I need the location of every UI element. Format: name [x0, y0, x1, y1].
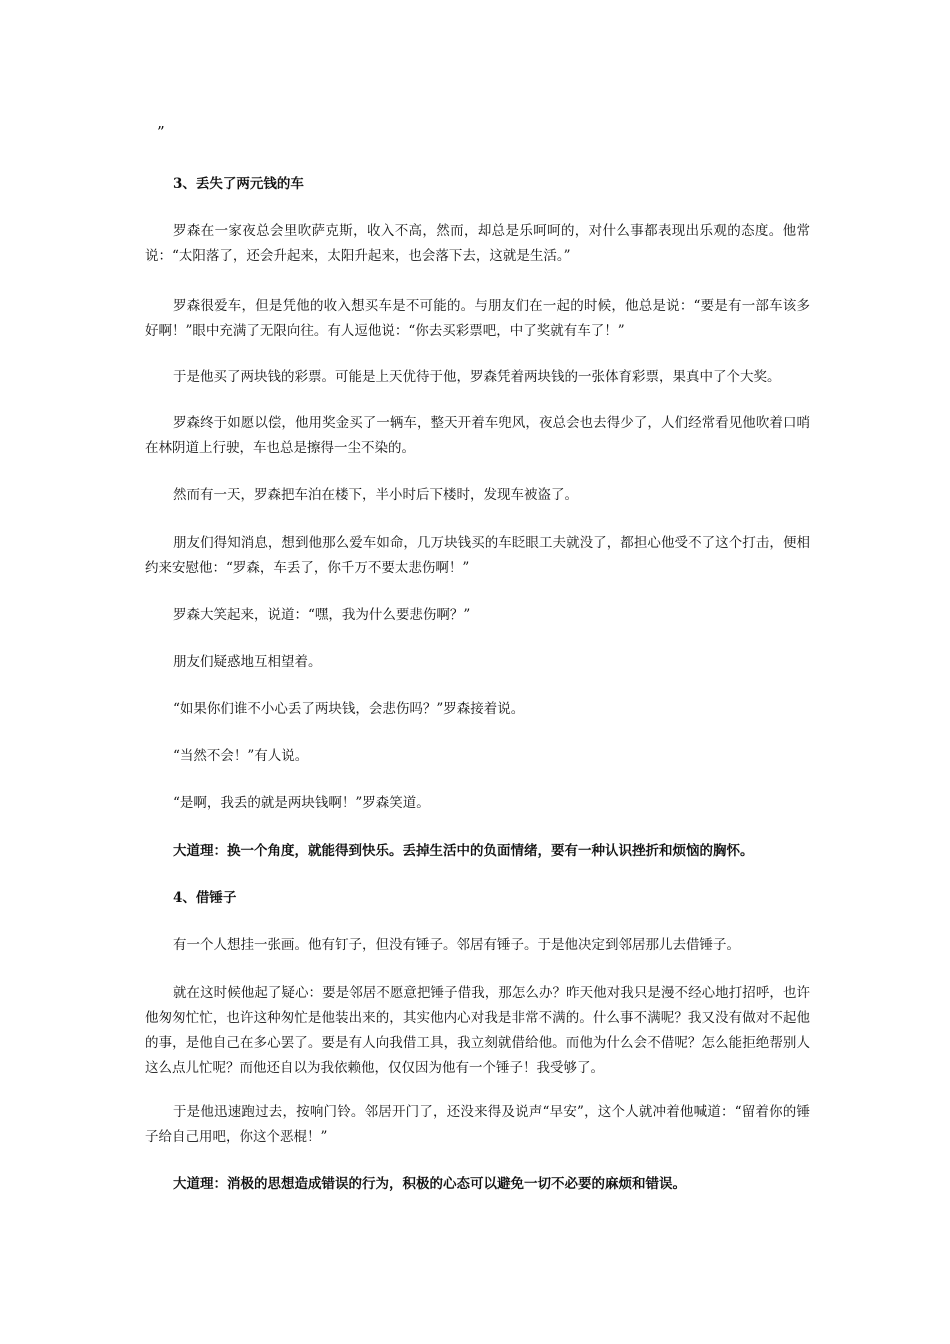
paragraph: 然而有一天，罗森把车泊在楼下，半小时后下楼时，发现车被盗了。 — [173, 487, 578, 503]
paragraph: “是啊，我丢的就是两块钱啊！”罗森笑道。 — [173, 795, 430, 811]
paragraph: 于是他买了两块钱的彩票。可能是上天优待于他，罗森凭着两块钱的一张体育彩票，果真中了个大奖。 — [173, 369, 781, 385]
paragraph: “如果你们谁不小心丢了两块钱，会悲伤吗？”罗森接着说。 — [173, 701, 525, 717]
paragraph: 罗森终于如愿以偿，他用奖金买了一辆车，整天开着车兜风，夜总会也去得少了，人们经常看见他吹着口哨在林阴道上行驶，车也总是擦得一尘不染的。 — [145, 415, 810, 456]
section-heading-3: 3、丢失了两元钱的车 — [173, 176, 304, 192]
paragraph: 朋友们疑惑地互相望着。 — [173, 654, 322, 670]
paragraph: 于是他迅速跑过去，按响门铃。邻居开门了，还没来得及说声“早安”，这个人就冲着他喊道：“留着你的锤子给自己用吧，你这个恶棍！” — [145, 1104, 810, 1145]
paragraph: 罗森在一家夜总会里吹萨克斯，收入不高，然而，却总是乐呵呵的，对什么事都表现出乐观的态度。他常说：“太阳落了，还会升起来，太阳升起来，也会落下去，这就是生活。” — [145, 223, 810, 264]
paragraph: 朋友们得知消息，想到他那么爱车如命，几万块钱买的车眨眼工夫就没了，都担心他受不了这个打击，便相约来安慰他：“罗森，车丢了，你千万不要太悲伤啊！” — [145, 535, 810, 576]
moral-paragraph: 大道理：消极的思想造成错误的行为，积极的心态可以避免一切不必要的麻烦和错误。 — [173, 1176, 686, 1192]
paragraph: “当然不会！”有人说。 — [173, 748, 309, 764]
paragraph: 就在这时候他起了疑心：要是邻居不愿意把锤子借我，那怎么办？昨天他对我只是漫不经心地打招呼，也许他匆匆忙忙，也许这种匆忙是他装出来的，其实他内心对我是非常不满的。什么事不满呢？我又没有做对不起他的事，是他自己在多心罢了。要是有人向我借工具，我立刻就借给他。而他为什么会不借呢？怎么能拒绝帮别人这么点儿忙呢？而他还自以为我依赖他，仅仅因为他有一个锤子！我受够了。 — [145, 985, 810, 1076]
leading-quote-mark: ” — [157, 123, 165, 141]
paragraph: 罗森很爱车，但是凭他的收入想买车是不可能的。与朋友们在一起的时候，他总是说：“要是有一部车该多好啊！”眼中充满了无限向往。有人逗他说：“你去买彩票吧，中了奖就有车了！” — [145, 298, 810, 339]
moral-paragraph: 大道理：换一个角度，就能得到快乐。丢掉生活中的负面情绪，要有一种认识挫折和烦恼的胸怀。 — [173, 843, 754, 859]
paragraph: 有一个人想挂一张画。他有钉子，但没有锤子。邻居有锤子。于是他决定到邻居那儿去借锤子。 — [173, 937, 740, 953]
paragraph: 罗森大笑起来，说道：“嘿，我为什么要悲伤啊？” — [173, 607, 471, 623]
section-heading-4: 4、借锤子 — [173, 890, 237, 906]
